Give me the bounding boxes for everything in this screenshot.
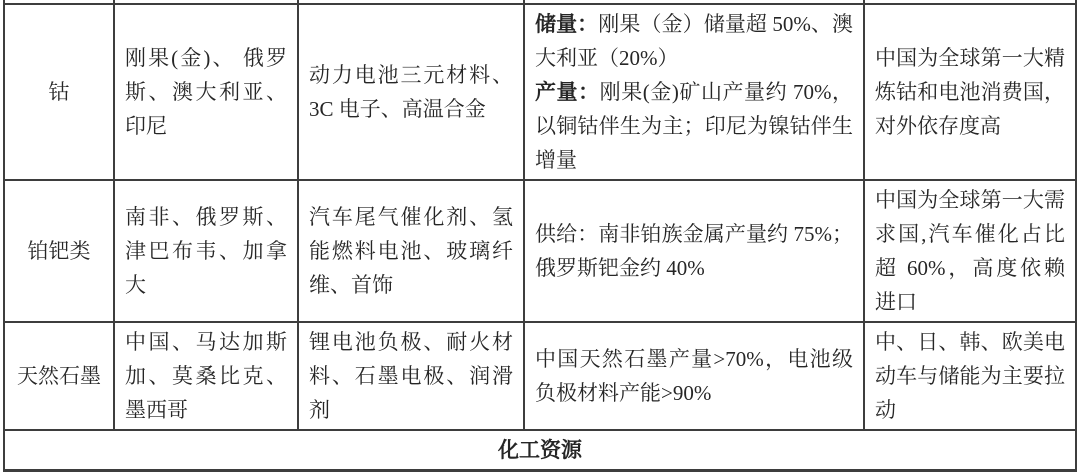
reserves-paragraph xyxy=(535,7,853,75)
reserves-label: 储量： xyxy=(535,12,599,36)
china-position-natural-graphite: 中、日、韩、欧美电动车与储能为主要拉动 xyxy=(864,322,1076,430)
section-header-chemical-resources: 化工资源 xyxy=(4,430,1076,471)
mineral-name-cobalt: 钴 xyxy=(4,4,114,180)
mineral-name-natural-graphite: 天然石墨 xyxy=(4,322,114,430)
output-label: 产量： xyxy=(535,80,600,104)
output-paragraph xyxy=(535,75,853,177)
minerals-table xyxy=(3,0,1077,472)
china-position-cobalt: 中国为全球第一大精炼钴和电池消费国，对外依存度高 xyxy=(864,4,1076,180)
mineral-name-platinum-palladium: 铂钯类 xyxy=(4,180,114,322)
main-countries-cobalt: 刚果(金)、 俄罗斯、澳大利亚、印尼 xyxy=(114,4,298,180)
table-row-platinum-palladium xyxy=(4,180,1076,322)
main-uses-cobalt: 动力电池三元材料、3C 电子、高温合金 xyxy=(298,4,524,180)
table-row-cobalt xyxy=(4,4,1076,180)
main-countries-natural-graphite: 中国、马达加斯加、莫桑比克、墨西哥 xyxy=(114,322,298,430)
main-uses-natural-graphite: 锂电池负极、耐火材料、石墨电极、润滑剂 xyxy=(298,322,524,430)
table-row-natural-graphite xyxy=(4,322,1076,430)
supply-pattern-platinum-palladium: 供给：南非铂族金属产量约 75%；俄罗斯钯金约 40% xyxy=(524,180,864,322)
supply-pattern-natural-graphite: 中国天然石墨产量>70%，电池级负极材料产能>90% xyxy=(524,322,864,430)
main-countries-platinum-palladium: 南非、俄罗斯、津巴布韦、加拿大 xyxy=(114,180,298,322)
china-position-platinum-palladium: 中国为全球第一大需求国,汽车催化占比超 60%，高度依赖进口 xyxy=(864,180,1076,322)
section-header-row xyxy=(4,430,1076,471)
supply-pattern-cobalt xyxy=(524,4,864,180)
reserves-text: 刚果（金）储量超 50%、澳大利亚（20%） xyxy=(535,12,854,70)
output-text: 刚果(金)矿山产量约 70%，以铜钴伴生为主；印尼为镍钴伴生增量 xyxy=(535,80,853,172)
main-uses-platinum-palladium: 汽车尾气催化剂、氢能燃料电池、玻璃纤维、首饰 xyxy=(298,180,524,322)
